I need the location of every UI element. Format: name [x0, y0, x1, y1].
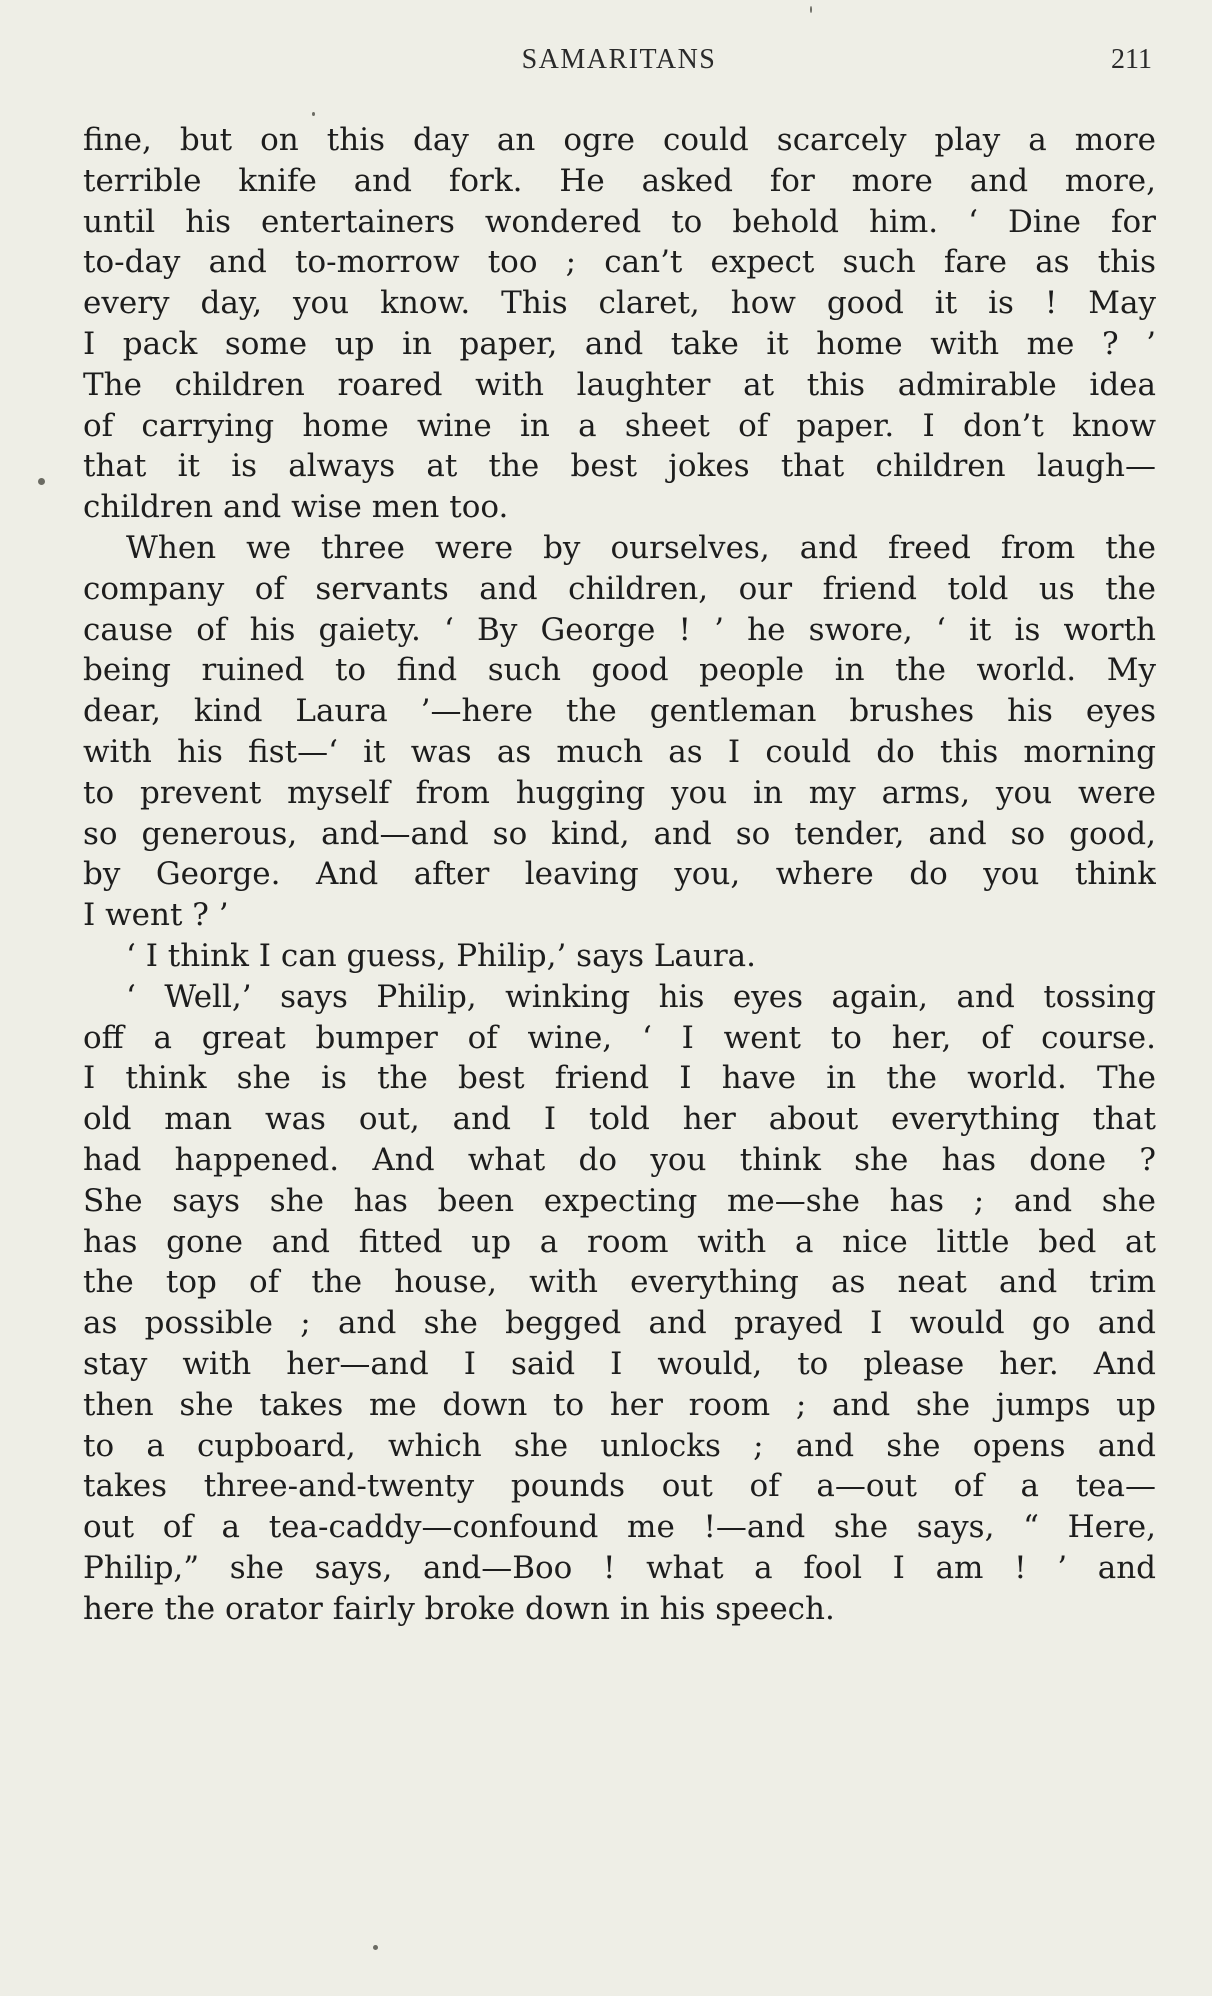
- text-line: dear, kind Laura ’—here the gentleman brushes his eyes: [83, 693, 1156, 730]
- page-number: 211: [1111, 44, 1152, 75]
- text-line: until his entertainers wondered to behold him. ‘ Dine for: [83, 203, 1156, 240]
- text-line: here the orator fairly broke down in his speech.: [83, 1590, 835, 1627]
- running-head: [84, 44, 1154, 84]
- paper-speck: [810, 6, 812, 13]
- text-line: The children roared with laughter at this admirable idea: [83, 366, 1156, 403]
- text-line: off a great bumper of wine, ‘ I went to her, of course.: [83, 1019, 1156, 1056]
- text-line: children and wise men too.: [83, 489, 509, 526]
- paper-speck: [312, 112, 315, 116]
- text-line: Philip,” she says, and—Boo ! what a fool I am ! ’ and: [83, 1549, 1156, 1586]
- text-line: as possible ; and she begged and prayed I would go and: [83, 1305, 1156, 1342]
- text-line: out of a tea-caddy—confound me !—and she says, “ Here,: [83, 1509, 1156, 1546]
- text-line: She says she has been expecting me—she has ; and she: [83, 1182, 1156, 1219]
- text-line: old man was out, and I told her about everything that: [83, 1101, 1156, 1138]
- text-line: ‘ I think I can guess, Philip,’ says Laura.: [126, 937, 757, 974]
- text-line: to prevent myself from hugging you in my arms, you were: [83, 774, 1156, 811]
- text-line: by George. And after leaving you, where do you think: [83, 856, 1156, 893]
- text-line: terrible knife and fork. He asked for more and more,: [83, 162, 1156, 199]
- text-line: fine, but on this day an ogre could scarcely play a more: [83, 122, 1156, 158]
- text-line: company of servants and children, our friend told us the: [83, 570, 1156, 607]
- paper-speck: [373, 1945, 378, 1950]
- text-line: has gone and fitted up a room with a nice little bed at: [83, 1223, 1156, 1260]
- text-line: ‘ Well,’ says Philip, winking his eyes again, and tossing: [126, 978, 1156, 1015]
- text-line: every day, you know. This claret, how good it is ! May: [83, 285, 1156, 322]
- paper-speck: [38, 478, 45, 485]
- text-line: to-day and to-morrow too ; can’t expect such fare as this: [83, 244, 1156, 281]
- text-line: I think she is the best friend I have in the world. The: [83, 1060, 1156, 1097]
- running-title: SAMARITANS: [521, 44, 717, 75]
- text-line: stay with her—and I said I would, to please her. And: [83, 1345, 1156, 1382]
- text-line: When we three were by ourselves, and freed from the: [126, 529, 1156, 566]
- text-line: that it is always at the best jokes that children laugh—: [83, 448, 1156, 485]
- text-line: to a cupboard, which she unlocks ; and she opens and: [83, 1427, 1156, 1464]
- text-line: being ruined to find such good people in the world. My: [83, 652, 1156, 689]
- text-line: takes three-and-twenty pounds out of a—out of a tea—: [83, 1468, 1156, 1505]
- text-line: had happened. And what do you think she has done ?: [83, 1141, 1156, 1178]
- text-line: with his fist—‘ it was as much as I could do this morning: [83, 733, 1156, 770]
- text-line: of carrying home wine in a sheet of paper. I don’t know: [83, 407, 1156, 444]
- text-line: so generous, and—and so kind, and so tender, and so good,: [83, 815, 1156, 852]
- text-line: the top of the house, with everything as neat and trim: [83, 1264, 1156, 1301]
- text-line: cause of his gaiety. ‘ By George ! ’ he swore, ‘ it is worth: [83, 611, 1156, 648]
- text-line: then she takes me down to her room ; and she jumps up: [83, 1386, 1156, 1423]
- text-line: I pack some up in paper, and take it home with me ? ’: [83, 325, 1156, 362]
- text-line: I went ? ’: [83, 897, 229, 934]
- body-text: [83, 120, 1156, 1629]
